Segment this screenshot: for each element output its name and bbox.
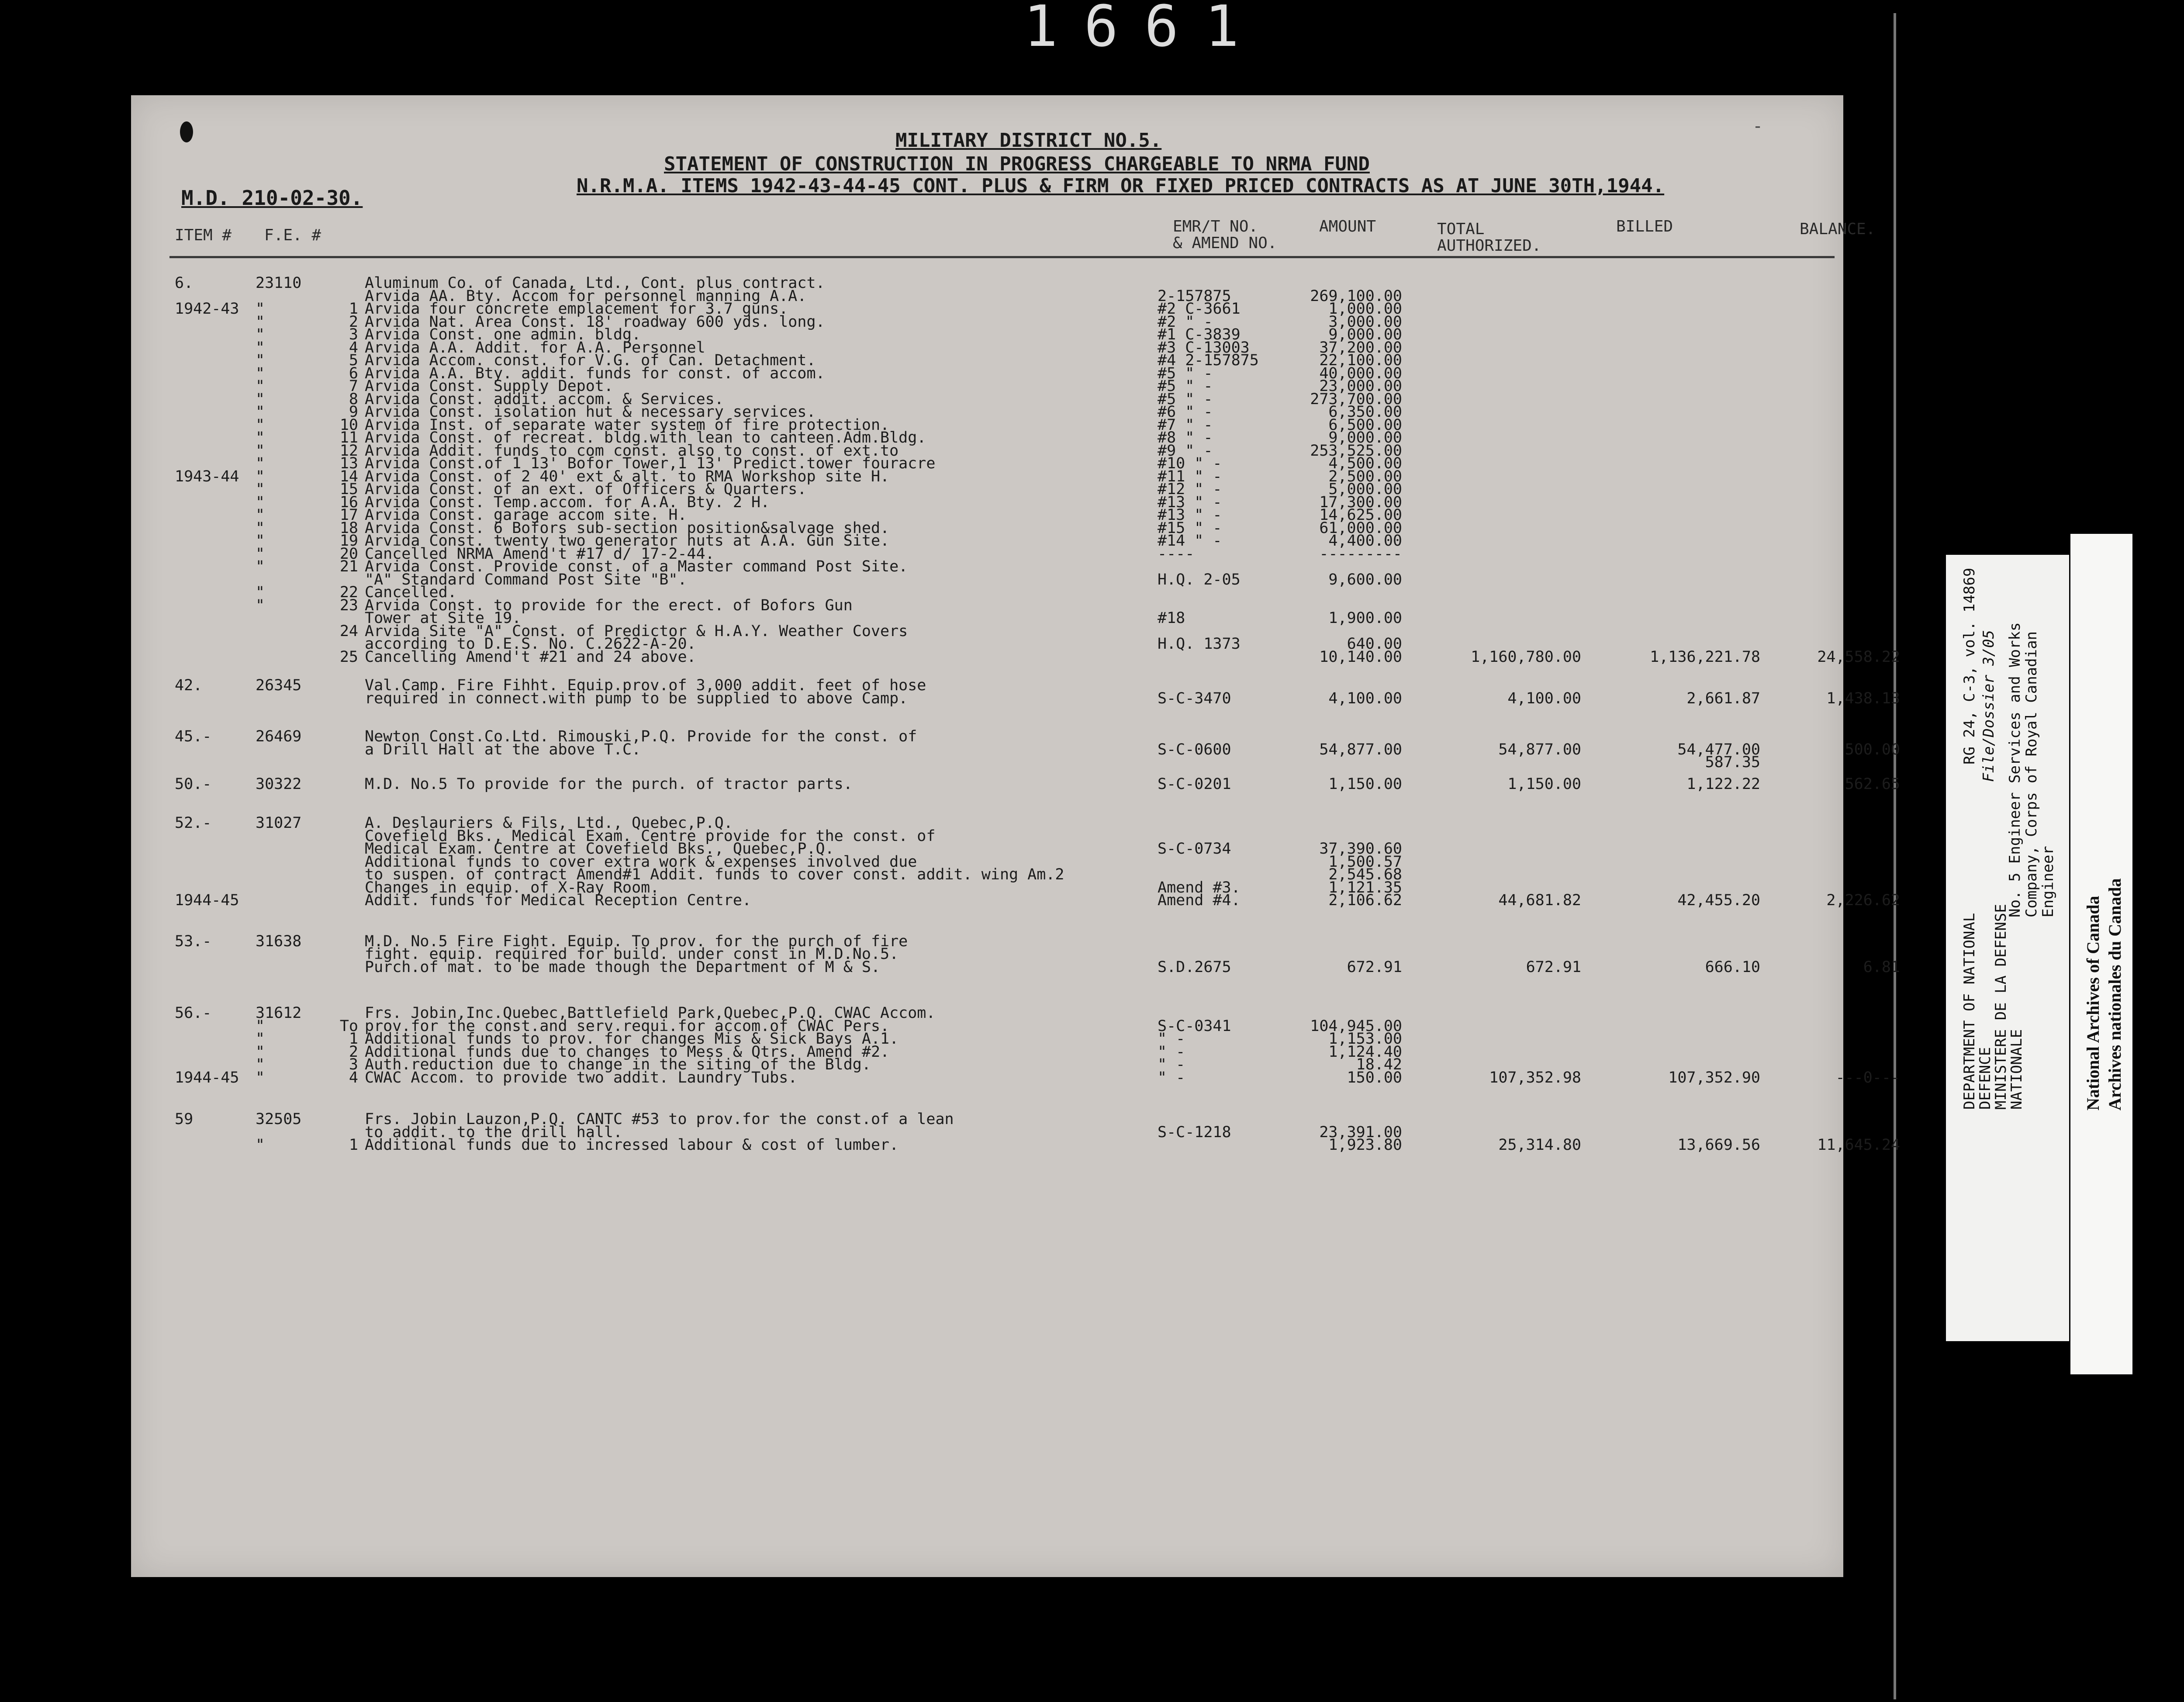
cell-item: 1944-45	[175, 1069, 239, 1086]
cell-sub: 6	[349, 364, 358, 382]
cell-balance: ---0---	[1835, 1069, 1900, 1086]
cell-ref: #13 " -	[1158, 506, 1222, 524]
cell-desc: M.D. No.5 Fire Fight. Equip. To prov. for the purch of fire	[365, 932, 908, 950]
cell-amount: 1,500.57	[1328, 853, 1402, 871]
cell-ref: #15 " -	[1158, 519, 1222, 537]
cell-fe: "	[256, 390, 265, 408]
cell-amount: 6,350.00	[1328, 403, 1402, 421]
col-header-ref: EMR/T NO.	[1173, 218, 1258, 235]
label-ref-line1: RG 24, C-3, vol. 14869	[1961, 567, 1978, 765]
cell-billed: 1,136,221.78	[1650, 648, 1760, 666]
cell-sub: 3	[349, 326, 358, 343]
cell-ref: #3 C-13003	[1158, 339, 1250, 356]
cell-desc: Arvida Addit. funds to com const. also to const. of ext.to	[365, 442, 899, 460]
cell-ref: ----	[1158, 545, 1195, 563]
cell-fe: "	[256, 558, 265, 575]
cell-desc: Newton Const.Co.Ltd. Rimouski,P.Q. Provide for the const. of	[365, 728, 917, 745]
cell-item: 1943-44	[175, 467, 239, 485]
cell-amount: 269,100.00	[1310, 287, 1402, 305]
cell-fe: "	[256, 429, 265, 446]
cell-billed: 587.35	[1705, 754, 1760, 771]
cell-fe: 30322	[256, 775, 302, 793]
cell-item: 45.-	[175, 728, 212, 745]
cell-sub: 1	[349, 300, 358, 318]
cell-balance: 1,438.13	[1826, 689, 1900, 707]
cell-desc: Arvida Const. Supply Depot.	[365, 377, 613, 395]
cell-desc: Arvida Const. one admin. bldg.	[365, 326, 641, 343]
cell-amount: 273,700.00	[1310, 390, 1402, 408]
cell-amount: 640.00	[1347, 635, 1402, 653]
cell-amount: 23,391.00	[1319, 1123, 1402, 1141]
cell-balance: 2,226.62	[1826, 892, 1900, 909]
cell-total: 672.91	[1526, 958, 1581, 976]
cell-ref: #2 C-3661	[1158, 300, 1241, 318]
cell-ref: #11 " -	[1158, 467, 1222, 485]
cell-desc: Medical Exam. Centre at Covefield Bks., Quebec,P.Q.	[365, 840, 834, 858]
cell-sub: 4	[349, 1069, 358, 1086]
col-header-item: ITEM #	[175, 226, 232, 244]
cell-desc: Additional funds to prov. for changes Mis & Sick Bays A.1.	[365, 1030, 899, 1048]
document-subtitle-2: N.R.M.A. ITEMS 1942-43-44-45 CONT. PLUS & FIRM OR FIXED PRICED CONTRACTS AS AT JUNE 30TH,1944.	[577, 175, 1665, 197]
cell-amount: 4,100.00	[1328, 689, 1402, 707]
document-subtitle: STATEMENT OF CONSTRUCTION IN PROGRESS CHARGEABLE TO NRMA FUND	[664, 153, 1370, 175]
cell-desc: Arvida Const. addit. accom. & Services.	[365, 390, 724, 408]
cell-desc: Arvida Const. isolation hut & necessary services.	[365, 403, 816, 421]
cell-ref: #5 " -	[1158, 377, 1213, 395]
cell-item: 50.-	[175, 775, 212, 793]
cell-sub: 22	[339, 584, 358, 601]
cell-billed: 1,122.22	[1686, 775, 1760, 793]
cell-fe: "	[256, 364, 265, 382]
table-row	[131, 958, 1900, 976]
cell-sub: 4	[349, 339, 358, 356]
cell-amount: 5,000.00	[1328, 481, 1402, 498]
cell-ref: S.D.2675	[1158, 958, 1231, 976]
cell-sub: 14	[339, 467, 358, 485]
cell-ref: #18	[1158, 609, 1185, 627]
cell-sub: 1	[349, 1136, 358, 1154]
corner-mark: -	[1752, 116, 1763, 136]
cell-desc: Cancelled.	[365, 584, 457, 601]
cell-item: 56.-	[175, 1004, 212, 1022]
cell-amount: 104,945.00	[1310, 1017, 1402, 1035]
cell-desc: Cancelled NRMA Amend't #17 d/ 17-2-44.	[365, 545, 715, 563]
cell-amount: 2,106.62	[1328, 892, 1402, 909]
cell-ref: S-C-0600	[1158, 740, 1231, 758]
cell-sub: 8	[349, 390, 358, 408]
col-header-ref-2: & AMEND NO.	[1173, 234, 1277, 252]
cell-desc: Arvida AA. Bty. Accom for personnel manning A.A.	[365, 287, 807, 305]
cell-fe: "	[256, 1030, 265, 1048]
col-header-balance: BALANCE.	[1800, 220, 1876, 238]
cell-billed: 42,455.20	[1677, 892, 1760, 909]
cell-desc: Auth.reduction due to change in the siting of the Bldg.	[365, 1056, 871, 1073]
cell-fe: "	[256, 545, 265, 563]
cell-desc: Arvida four concrete emplacement for 3.7 guns.	[365, 300, 788, 318]
cell-desc: "A" Standard Command Post Site "B".	[365, 571, 687, 588]
cell-desc: Arvida Const. 6 Bofors sub-section position&salvage shed.	[365, 519, 890, 537]
cell-ref: #12 " -	[1158, 481, 1222, 498]
cell-fe: "	[256, 377, 265, 395]
cell-amount: 2,545.68	[1328, 866, 1402, 883]
cell-desc: to suspen. of contract Amend#1 Addit. funds to cover const. addit. wing Am.2	[365, 866, 1064, 883]
cell-fe: "	[256, 519, 265, 537]
cell-desc: Additional funds to cover extra work & expenses involved due	[365, 853, 917, 871]
film-edge	[1894, 13, 1896, 1699]
cell-item: 1944-45	[175, 892, 239, 909]
cell-fe: 31638	[256, 932, 302, 950]
frame-number: 1661	[1023, 0, 1265, 59]
cell-fe: "	[256, 481, 265, 498]
cell-amount: 37,200.00	[1319, 339, 1402, 356]
cell-ref: " -	[1158, 1069, 1185, 1086]
cell-ref: S-C-0341	[1158, 1017, 1231, 1035]
cell-amount: 61,000.00	[1319, 519, 1402, 537]
cell-sub: 18	[339, 519, 358, 537]
col-header-fe: F.E. #	[264, 226, 321, 244]
cell-amount: 17,300.00	[1319, 493, 1402, 511]
cell-total: 25,314.80	[1498, 1136, 1581, 1154]
cell-sub: 5	[349, 352, 358, 369]
file-reference: M.D. 210-02-30.	[181, 186, 363, 210]
cell-fe: "	[256, 313, 265, 331]
cell-ref: #14 " -	[1158, 532, 1222, 550]
cell-desc: Purch.of mat. to be made though the Department of M & S.	[365, 958, 881, 976]
cell-amount: 1,124.40	[1328, 1043, 1402, 1061]
cell-ref: #5 " -	[1158, 364, 1213, 382]
cell-desc: Cancelling Amend't #21 and 24 above.	[365, 648, 696, 666]
cell-sub: 2	[349, 313, 358, 331]
cell-balance: 24,558.22	[1817, 648, 1900, 666]
archive-name-en: National Archives of Canada	[2083, 896, 2103, 1110]
table-row	[131, 754, 1843, 771]
cell-ref: #13 " -	[1158, 493, 1222, 511]
cell-ref: #7 " -	[1158, 416, 1213, 434]
cell-ref: #9 " -	[1158, 442, 1213, 460]
cell-fe: "	[256, 584, 265, 601]
cell-balance: 11,645.24	[1817, 1136, 1900, 1154]
cell-desc: Arvida Const. twenty two generator huts at A.A. Gun Site.	[365, 532, 890, 550]
cell-amount: 18.42	[1356, 1056, 1402, 1073]
cell-amount: 1,121.35	[1328, 879, 1402, 896]
cell-desc: Arvida Const. Temp.accom. for A.A. Bty. 2 H.	[365, 493, 770, 511]
cell-sub: 2	[349, 1043, 358, 1061]
cell-item: 53.-	[175, 932, 212, 950]
cell-fe: 32505	[256, 1110, 302, 1128]
cell-fe: 26469	[256, 728, 302, 745]
cell-amount: 9,600.00	[1328, 571, 1402, 588]
cell-fe: "	[256, 596, 265, 614]
cell-desc: Tower at Site 19.	[365, 609, 522, 627]
col-header-total: TOTAL	[1437, 220, 1485, 238]
cell-sub: 24	[339, 622, 358, 640]
label-ref-line5: Engineer	[2039, 846, 2057, 917]
cell-desc: Arvida Const. of 2 40' ext & alt. to RMA Workshop site H.	[365, 467, 890, 485]
cell-desc: Arvida Const. to provide for the erect. of Bofors Gun	[365, 596, 853, 614]
cell-fe: "	[256, 352, 265, 369]
cell-ref: " -	[1158, 1043, 1185, 1061]
cell-amount: 3,000.00	[1328, 313, 1402, 331]
cell-desc: Arvida Const. of recreat. bldg.with lean to canteen.Adm.Bldg.	[365, 429, 926, 446]
cell-desc: A. Deslauriers & Fils, Ltd., Quebec,P.Q.	[365, 814, 733, 832]
table-row	[131, 775, 1900, 793]
cell-desc: Arvida Const.of 1 13' Bofor Tower,1 13' Predict.tower fouracre	[365, 455, 936, 472]
cell-fe: "	[256, 532, 265, 550]
cell-fe: "	[256, 416, 265, 434]
cell-fe: "	[256, 300, 265, 318]
cell-desc: according to D.E.S. No. C.2622-A-20.	[365, 635, 696, 653]
cell-fe: 31612	[256, 1004, 302, 1022]
cell-ref: " -	[1158, 1056, 1185, 1073]
cell-sub: 19	[339, 532, 358, 550]
cell-total: 1,160,780.00	[1471, 648, 1581, 666]
cell-ref: S-C-1218	[1158, 1123, 1231, 1141]
cell-sub: 9	[349, 403, 358, 421]
cell-ref: S-C-0201	[1158, 775, 1231, 793]
label-dept-line3: MINISTERE DE LA DEFENSE	[1992, 904, 2010, 1110]
cell-desc: Additional funds due to changes to Mess & Qtrs. Amend #2.	[365, 1043, 890, 1061]
cell-item: 1942-43	[175, 300, 239, 318]
cell-fe: "	[256, 493, 265, 511]
cell-desc: Val.Camp. Fire Fihht. Equip.prov.of 3,000 addit. feet of hose	[365, 677, 926, 694]
cell-amount: 22,100.00	[1319, 352, 1402, 369]
cell-desc: Changes in equip. of X-Ray Room.	[365, 879, 660, 896]
cell-desc: Frs. Jobin,Inc.Quebec,Battlefield Park,Quebec,P.Q. CWAC Accom.	[365, 1004, 936, 1022]
cell-amount: 1,150.00	[1328, 775, 1402, 793]
cell-amount: 1,900.00	[1328, 609, 1402, 627]
cell-ref: #2 " -	[1158, 313, 1213, 331]
cell-ref: #10 " -	[1158, 455, 1222, 472]
cell-amount: 9,000.00	[1328, 429, 1402, 446]
cell-total: 107,352.98	[1489, 1069, 1581, 1086]
cell-item: 59	[175, 1110, 194, 1128]
cell-ref: #8 " -	[1158, 429, 1213, 446]
table-row	[131, 1136, 1900, 1154]
cell-ref: #4 2-157875	[1158, 352, 1259, 369]
cell-sub: 21	[339, 558, 358, 575]
cell-desc: M.D. No.5 To provide for the purch. of tractor parts.	[365, 775, 853, 793]
cell-desc: Covefield Bks., Medical Exam. Centre provide for the const. of	[365, 827, 936, 845]
cell-fe: "	[256, 326, 265, 343]
header-rule	[169, 256, 1835, 258]
label-dept-line4: NATIONALE	[2008, 1029, 2025, 1110]
cell-desc: Arvida Const. Provide const. of a Master command Post Site.	[365, 558, 908, 575]
cell-sub: To	[339, 1017, 358, 1035]
label-dept-line2: DEFENCE	[1977, 1047, 1994, 1110]
punch-hole	[180, 121, 193, 142]
cell-fe: "	[256, 1017, 265, 1035]
cell-desc: required in connect.with pump to be supplied to above Camp.	[365, 689, 908, 707]
cell-amount: 37,390.60	[1319, 840, 1402, 858]
cell-billed: 2,661.87	[1686, 689, 1760, 707]
cell-total: 4,100.00	[1507, 689, 1581, 707]
cell-amount: 1,923.80	[1328, 1136, 1402, 1154]
cell-item: 52.-	[175, 814, 212, 832]
cell-amount: 4,400.00	[1328, 532, 1402, 550]
cell-fe: 31027	[256, 814, 302, 832]
cell-desc: Arvida Inst. of separate water system of fire protection.	[365, 416, 890, 434]
cell-fe: "	[256, 1056, 265, 1073]
cell-ref: Amend #4.	[1158, 892, 1241, 909]
cell-fe: "	[256, 1069, 265, 1086]
col-header-total-2: AUTHORIZED.	[1437, 237, 1541, 255]
cell-desc: Arvida Const. garage accom site. H.	[365, 506, 687, 524]
cell-total: 54,877.00	[1498, 740, 1581, 758]
table-row	[131, 689, 1900, 707]
cell-sub: 15	[339, 481, 358, 498]
cell-ref: 2-157875	[1158, 287, 1231, 305]
cell-balance: 6.81	[1863, 958, 1900, 976]
cell-billed: 54,477.00	[1677, 740, 1760, 758]
cell-sub: 3	[349, 1056, 358, 1073]
label-ref-line3: No. 5 Engineer Services and Works	[2006, 622, 2024, 917]
cell-amount: 150.00	[1347, 1069, 1402, 1086]
cell-sub: 20	[339, 545, 358, 563]
cell-fe: "	[256, 403, 265, 421]
cell-desc: CWAC Accom. to provide two addit. Laundry Tubs.	[365, 1069, 798, 1086]
col-header-billed: BILLED	[1616, 218, 1673, 235]
cell-amount: 1,000.00	[1328, 300, 1402, 318]
table-row	[131, 892, 1900, 909]
cell-ref: H.Q. 1373	[1158, 635, 1241, 653]
cell-sub: 13	[339, 455, 358, 472]
label-dept-line1: DEPARTMENT OF NATIONAL	[1961, 913, 1978, 1110]
cell-sub: 23	[339, 596, 358, 614]
cell-amount: 14,625.00	[1319, 506, 1402, 524]
archive-card	[2070, 534, 2132, 1374]
cell-amount: 6,500.00	[1328, 416, 1402, 434]
document-page	[131, 95, 1900, 1577]
cell-desc: Arvida Site "A" Const. of Predictor & H.A.Y. Weather Covers	[365, 622, 908, 640]
cell-total: 1,150.00	[1507, 775, 1581, 793]
archive-label-slip	[1946, 555, 2069, 1341]
cell-amount: 4,500.00	[1328, 455, 1402, 472]
cell-desc: Frs. Jobin Lauzon,P.Q. CANTC #53 to prov.for the const.of a lean	[365, 1110, 954, 1128]
cell-desc: a Drill Hall at the above T.C.	[365, 740, 641, 758]
cell-billed: 107,352.90	[1668, 1069, 1760, 1086]
cell-ref: S-C-3470	[1158, 689, 1231, 707]
cell-item: 6.	[175, 274, 194, 292]
cell-desc: Additional funds due to incressed labour & cost of lumber.	[365, 1136, 899, 1154]
col-header-amount: AMOUNT	[1319, 218, 1376, 235]
cell-amount: 23,000.00	[1319, 377, 1402, 395]
cell-sub: 16	[339, 493, 358, 511]
cell-amount: 253,525.00	[1310, 442, 1402, 460]
cell-item: 42.	[175, 677, 203, 694]
cell-desc: Addit. funds for Medical Reception Centre.	[365, 892, 752, 909]
cell-billed: 13,669.56	[1677, 1136, 1760, 1154]
cell-amount: 672.91	[1347, 958, 1402, 976]
cell-desc: Arvida A.A. Addit. for A.A. Personnel	[365, 339, 705, 356]
cell-balance: 562.65	[1845, 775, 1900, 793]
cell-ref: #6 " -	[1158, 403, 1213, 421]
document-title: MILITARY DISTRICT NO.5.	[895, 129, 1162, 152]
cell-ref: H.Q. 2-05	[1158, 571, 1241, 588]
cell-desc: prov.for the const.and serv.requi.for accom.of CWAC Pers.	[365, 1017, 890, 1035]
table-row	[131, 1069, 1900, 1086]
archive-name-fr: Archives nationales du Canada	[2105, 878, 2125, 1110]
cell-sub: 12	[339, 442, 358, 460]
cell-fe: "	[256, 442, 265, 460]
cell-ref: S-C-0734	[1158, 840, 1231, 858]
cell-desc: Arvida A.A. Bty. addit. funds for const. of accom.	[365, 364, 825, 382]
cell-sub: 1	[349, 1030, 358, 1048]
cell-amount: 54,877.00	[1319, 740, 1402, 758]
cell-fe: "	[256, 1136, 265, 1154]
label-ref-line2: File/Dossier 3/05	[1980, 630, 1997, 782]
cell-ref: " -	[1158, 1030, 1185, 1048]
cell-fe: "	[256, 339, 265, 356]
cell-sub: 25	[339, 648, 358, 666]
cell-desc: Arvida Nat. Area Const. 18' roadway 600 yds. long.	[365, 313, 825, 331]
cell-amount: 40,000.00	[1319, 364, 1402, 382]
cell-ref: #5 " -	[1158, 390, 1213, 408]
cell-fe: 26345	[256, 677, 302, 694]
cell-desc: Arvida Accom. const. for V.G. of Can. Detachment.	[365, 352, 816, 369]
cell-fe: "	[256, 455, 265, 472]
table-row	[131, 648, 1900, 666]
cell-sub: 17	[339, 506, 358, 524]
cell-sub: 7	[349, 377, 358, 395]
cell-desc: Aluminum Co. of Canada, Ltd., Cont. plus contract.	[365, 274, 825, 292]
cell-amount: 2,500.00	[1328, 467, 1402, 485]
cell-amount: 1,153.00	[1328, 1030, 1402, 1048]
cell-amount: 9,000.00	[1328, 326, 1402, 343]
cell-total: 44,681.82	[1498, 892, 1581, 909]
cell-fe: "	[256, 467, 265, 485]
cell-sub: 10	[339, 416, 358, 434]
cell-desc: fight. equip. required for build. under const in M.D.No.5.	[365, 945, 899, 963]
cell-fe: "	[256, 506, 265, 524]
cell-fe: "	[256, 1043, 265, 1061]
cell-amount: 10,140.00	[1319, 648, 1402, 666]
label-ref-line4: Company, Corps of Royal Canadian	[2023, 631, 2040, 917]
cell-amount: ---------	[1319, 545, 1402, 563]
cell-ref: #1 C-3839	[1158, 326, 1241, 343]
cell-billed: 666.10	[1705, 958, 1760, 976]
cell-ref: Amend #3.	[1158, 879, 1241, 896]
cell-fe: 23110	[256, 274, 302, 292]
cell-balance: 500.00	[1845, 740, 1900, 758]
cell-sub: 11	[339, 429, 358, 446]
cell-desc: Arvida Const. of an ext. of Officers & Quarters.	[365, 481, 807, 498]
cell-desc: to addit. to the drill hall.	[365, 1123, 623, 1141]
